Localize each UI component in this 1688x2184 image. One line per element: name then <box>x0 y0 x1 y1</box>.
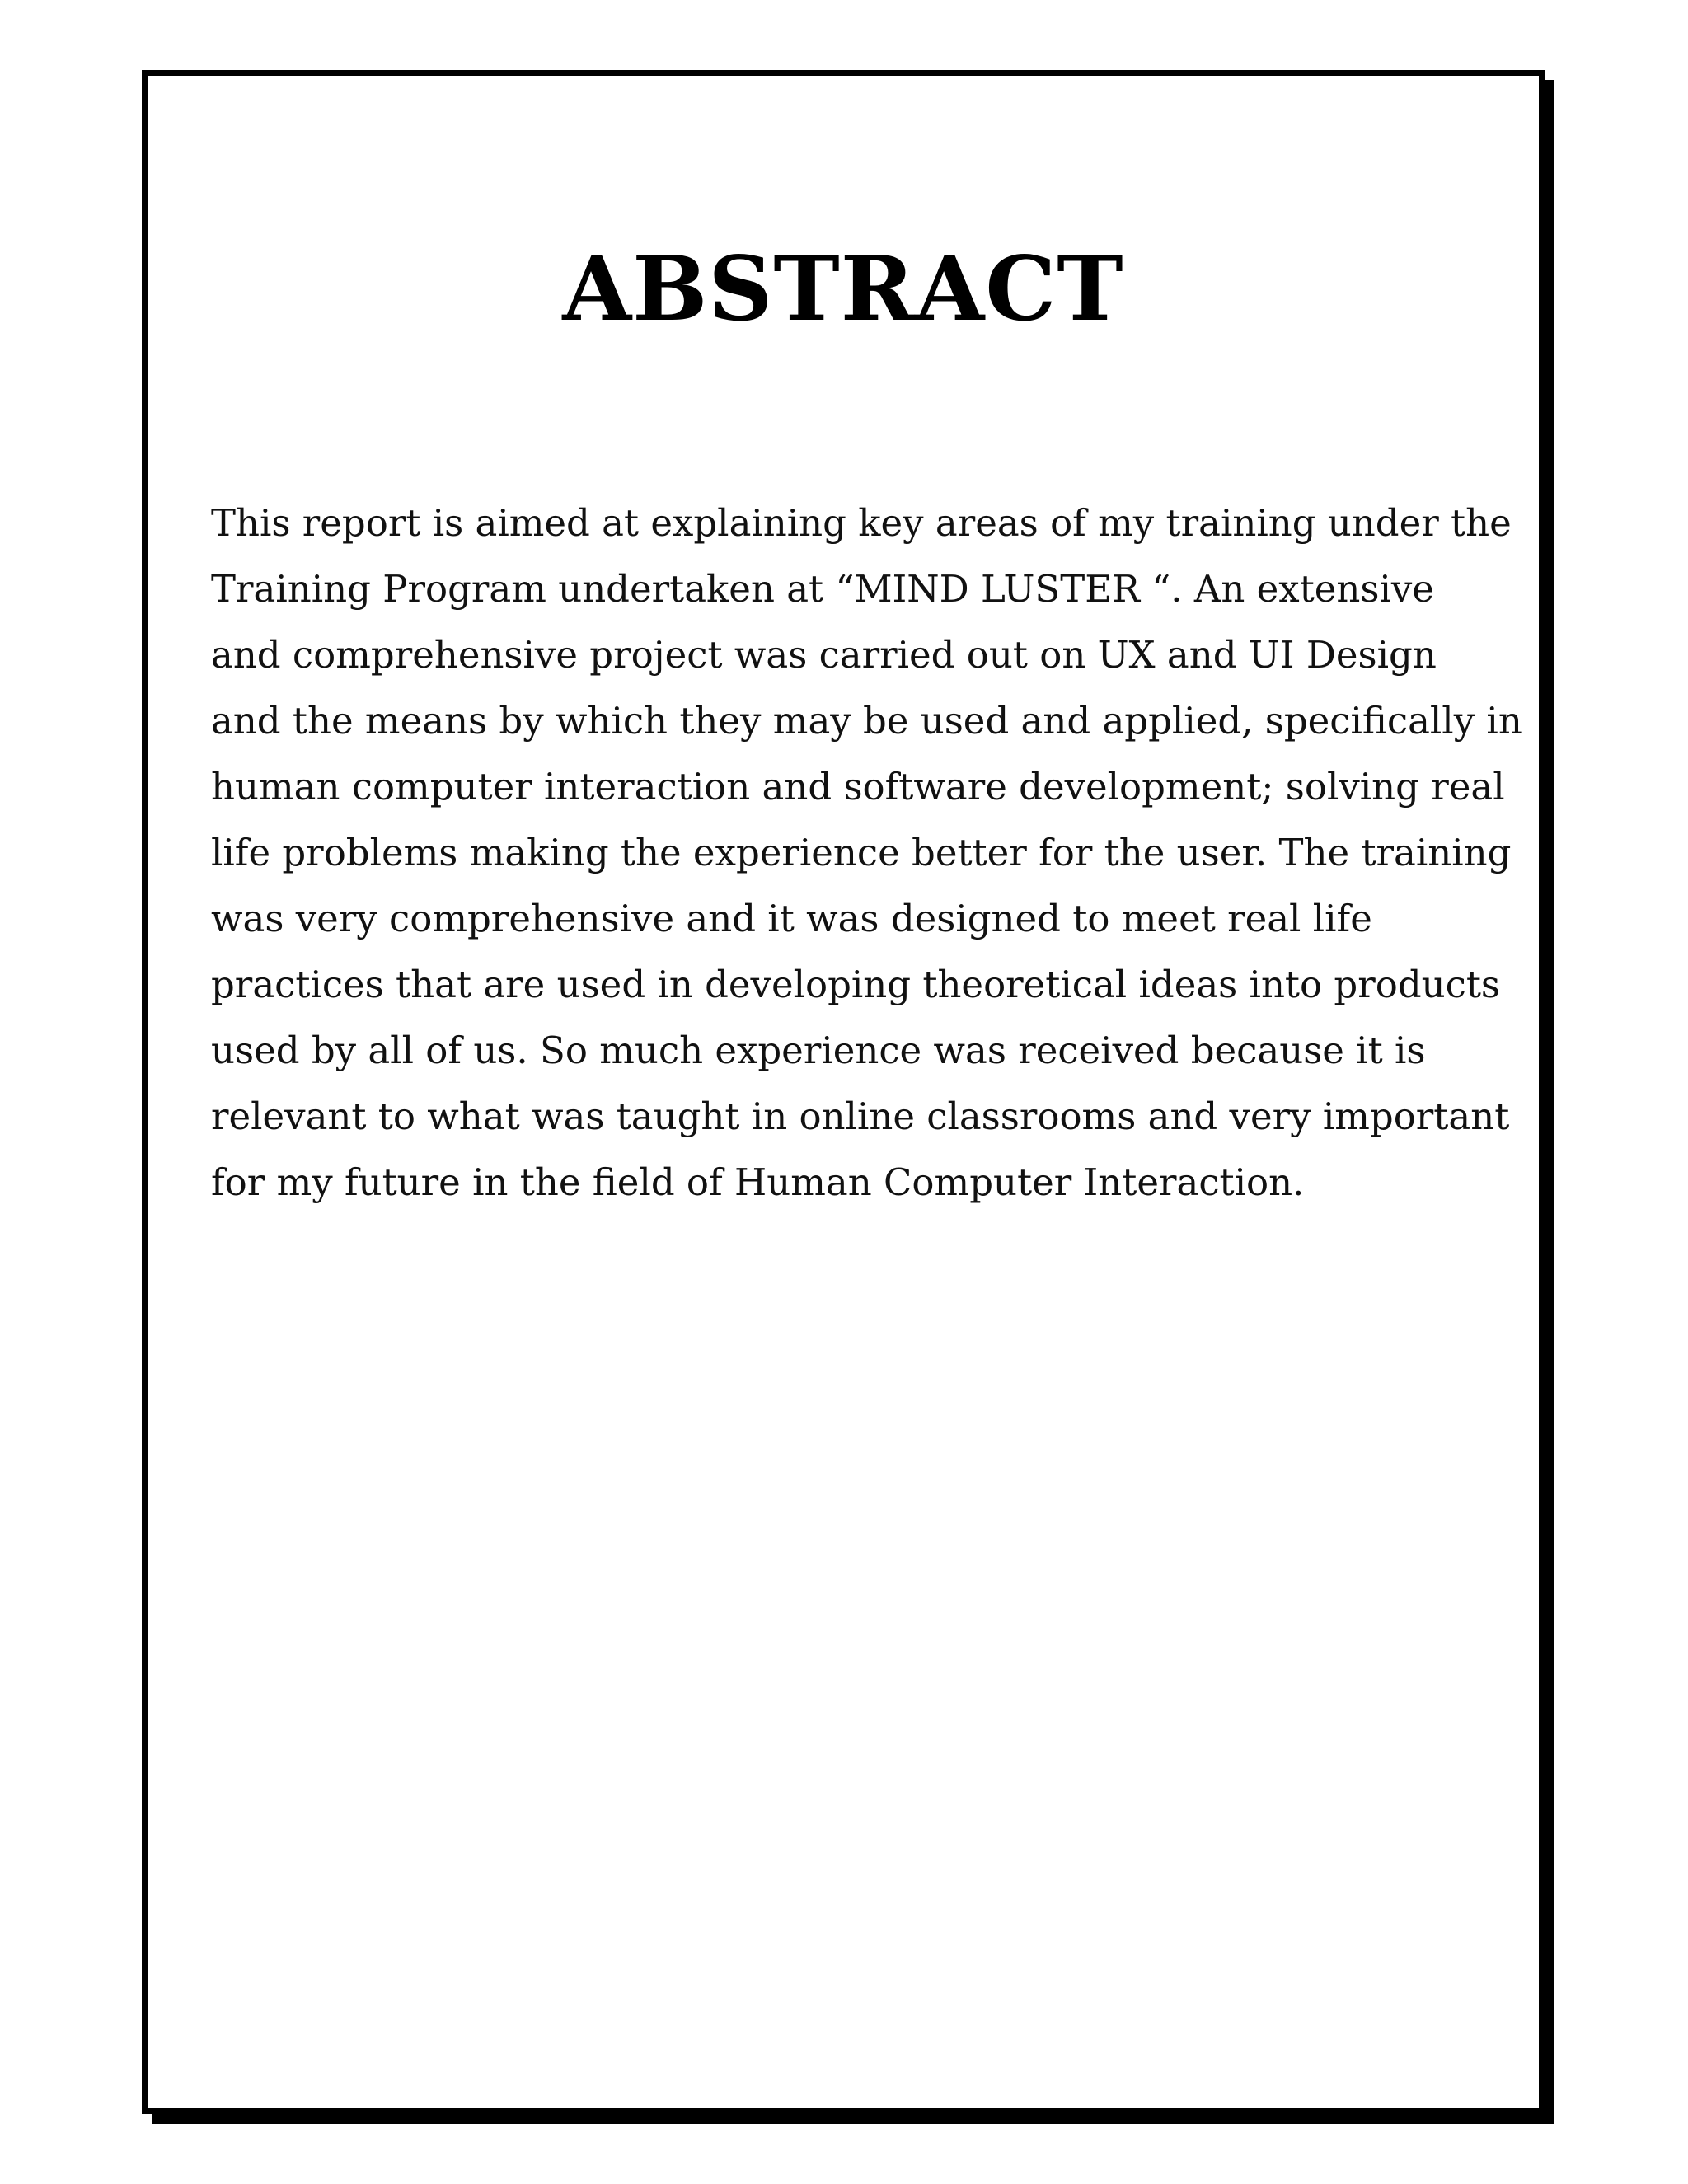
abstract-line: and comprehensive project was carried out on UX and UI Design <box>211 633 1437 677</box>
abstract-line: practices that are used in developing theoretical ideas into products <box>211 963 1500 1006</box>
abstract-line: for my future in the field of Human Computer Interaction. <box>211 1160 1305 1204</box>
abstract-line: Training Program undertaken at “MIND LUSTER “. An extensive <box>211 567 1434 611</box>
abstract-line: and the means by which they may be used and applied, specifically in <box>211 699 1522 743</box>
abstract-line: was very comprehensive and it was designed to meet real life <box>211 897 1372 940</box>
page-border-frame <box>142 70 1545 2114</box>
abstract-title: ABSTRACT <box>562 237 1124 341</box>
abstract-line: used by all of us. So much experience was received because it is <box>211 1029 1426 1072</box>
abstract-line: life problems making the experience better for the user. The training <box>211 831 1512 874</box>
abstract-line: human computer interaction and software development; solving real <box>211 765 1505 808</box>
abstract-paragraph <box>211 490 1522 1216</box>
abstract-line: relevant to what was taught in online classrooms and very important <box>211 1094 1510 1138</box>
abstract-line: This report is aimed at explaining key areas of my training under the <box>211 501 1512 545</box>
